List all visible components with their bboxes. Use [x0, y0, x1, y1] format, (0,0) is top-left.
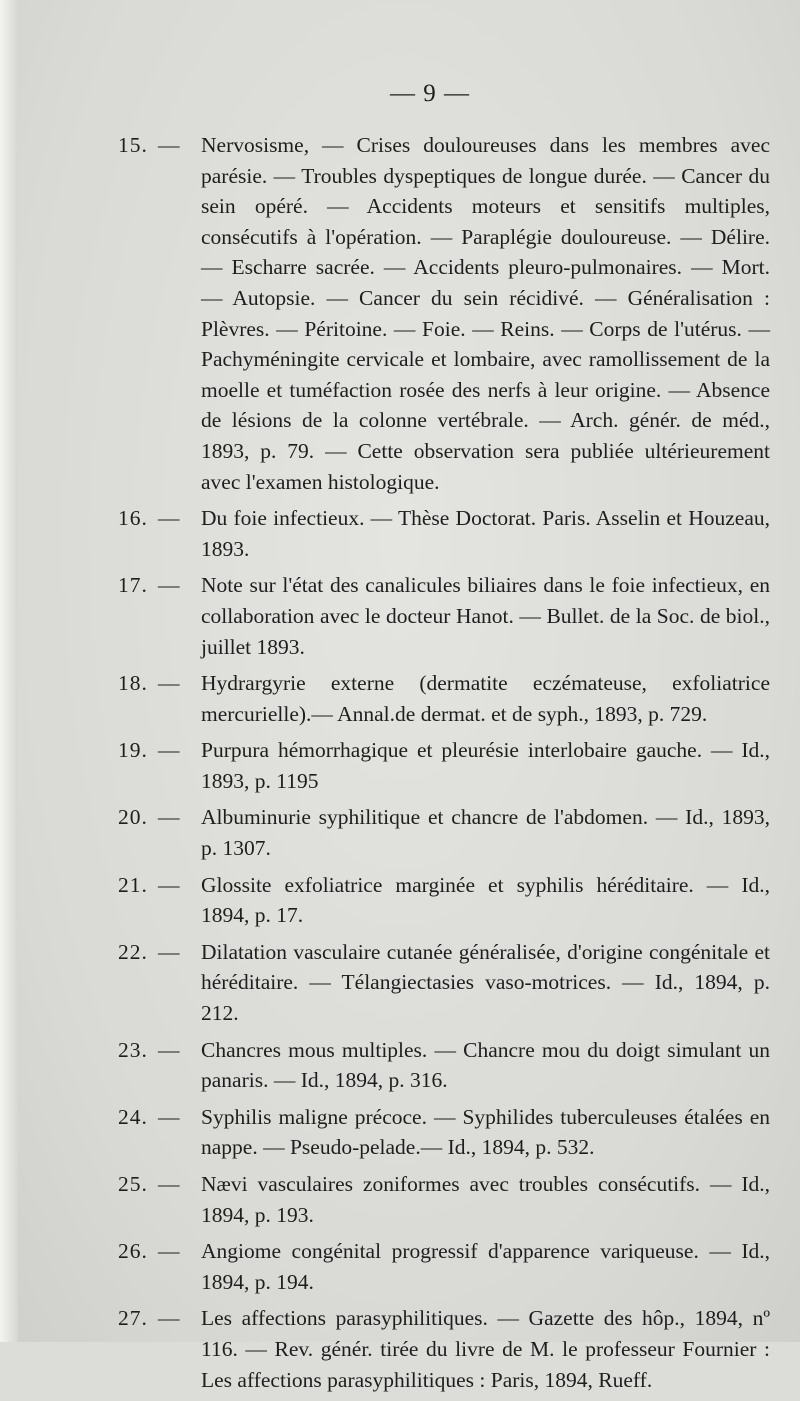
entry-dash: — [158, 133, 180, 157]
bibliography-entry-15 [100, 130, 770, 497]
entry-dash: — [158, 1239, 180, 1264]
entry-text: Purpura hémorrhagique et pleurésie interlobaire gauche. — Id., 1893, p. 1195 [201, 738, 770, 793]
bibliography-entry-18 [100, 668, 770, 729]
entry-text: Albuminurie syphilitique et chancre de l'abdomen. — Id., 1893, p. 1307. [201, 805, 770, 861]
entry-text: Note sur l'état des canalicules biliaires dans le foie infectieux, en collaboration avec le docteur Hanot. — Bullet. de la Soc. de biol., juillet 1893. [201, 573, 770, 659]
entry-number: 19. [118, 738, 148, 763]
entry-text: Syphilis maligne précoce. — Syphilides tuberculeuses étalées en nappe. — Pseudo-pelade.— Id., 1894, p. 532. [201, 1104, 770, 1160]
entry-number: 25. [118, 1172, 148, 1196]
entry-text: Nervosisme, — Crises douloureuses dans les membres avec parésie. — Troubles dyspeptiques de longue durée. — Cancer du sein opéré. — Accidents moteurs et sensitifs multiples, consécutifs à l'opération. — Paraplégie douloureuse. — Délire. — Escharre sacrée. — Accidents pleuro-pulmonaires. — Mort. — Autopsie. — Cancer du sein récidivé. — Généralisation : Plèvres. — Péritoine. — Foie. — Reins. — Corps de l'utérus. — Pachyméningite cervicale et lombaire, avec ramollissement de la moelle et tuméfaction rosée des nerfs à leur origine. — Absence de lésions de la colonne vertébrale. — Arch. génér. de méd., 1893, p. 79. — Cette observation sera publiée ultérieurement avec l'examen histologique. [201, 133, 770, 494]
entry-text: Angiome congénital progressif d'apparence variqueuse. — Id., 1894, p. 194. [201, 1239, 770, 1294]
entry-dash: — [158, 872, 180, 897]
entry-number: 23. [118, 1037, 148, 1062]
entry-number: 15. [118, 133, 148, 157]
entry-dash: — [158, 671, 180, 696]
entry-number: 26. [118, 1239, 148, 1264]
entry-number: 18. [118, 671, 148, 696]
entry-number: 20. [118, 805, 148, 830]
entry-text: Dilatation vasculaire cutanée généralisée, d'origine congénitale et héréditaire. — Télangiectasies vaso-motrices. — Id., 1894, p. 212. [201, 939, 770, 1026]
bibliography-entry-25 [100, 1169, 770, 1230]
bibliography-entry-17 [100, 570, 770, 662]
entry-number: 17. [118, 573, 148, 598]
entry-text: Du foie infectieux. — Thèse Doctorat. Paris. Asselin et Houzeau, 1893. [201, 506, 770, 561]
entry-dash: — [158, 1037, 180, 1062]
bibliography-entry-19 [100, 735, 770, 796]
entry-number: 24. [118, 1104, 148, 1129]
entry-dash: — [158, 1306, 180, 1331]
entry-text: Les affections parasyphilitiques. — Gazette des hôp., 1894, nº 116. — Rev. génér. tirée du livre de M. le professeur Fournier : Les affections parasyphilitiques : Paris, 1894, Rueff. [201, 1306, 770, 1392]
entry-number: 27. [118, 1306, 148, 1331]
bibliography-list [100, 130, 770, 1401]
entry-text: Chancres mous multiples. — Chancre mou du doigt simulant un panaris. — Id., 1894, p. 316. [201, 1037, 770, 1093]
bibliography-entry-20 [100, 802, 770, 863]
entry-number: 16. [118, 506, 148, 531]
entry-dash: — [158, 506, 180, 531]
entry-dash: — [158, 738, 180, 763]
scan-edge-shadow [0, 0, 18, 1342]
entry-text: Glossite exfoliatrice marginée et syphilis héréditaire. — Id., 1894, p. 17. [201, 872, 770, 928]
entry-dash: — [158, 1104, 180, 1129]
bibliography-entry-27 [100, 1303, 770, 1395]
entry-dash: — [158, 1172, 180, 1196]
entry-dash: — [158, 939, 180, 964]
entry-dash: — [158, 573, 180, 598]
entry-dash: — [158, 805, 180, 830]
bibliography-entry-22 [100, 937, 770, 1029]
page-number: — 9 — [390, 80, 470, 107]
entry-number: 22. [118, 939, 148, 964]
entry-number: 21. [118, 872, 148, 897]
bibliography-entry-24 [100, 1102, 770, 1163]
bibliography-entry-23 [100, 1035, 770, 1096]
bibliography-entry-16 [100, 503, 770, 564]
entry-text: Nævi vasculaires zoniformes avec troubles consécutifs. — Id., 1894, p. 193. [201, 1172, 770, 1227]
bibliography-entry-21 [100, 870, 770, 931]
entry-text: Hydrargyrie externe (dermatite eczémateuse, exfoliatrice mercurielle).— Annal.de dermat. et de syph., 1893, p. 729. [201, 671, 770, 726]
bibliography-entry-26 [100, 1236, 770, 1297]
